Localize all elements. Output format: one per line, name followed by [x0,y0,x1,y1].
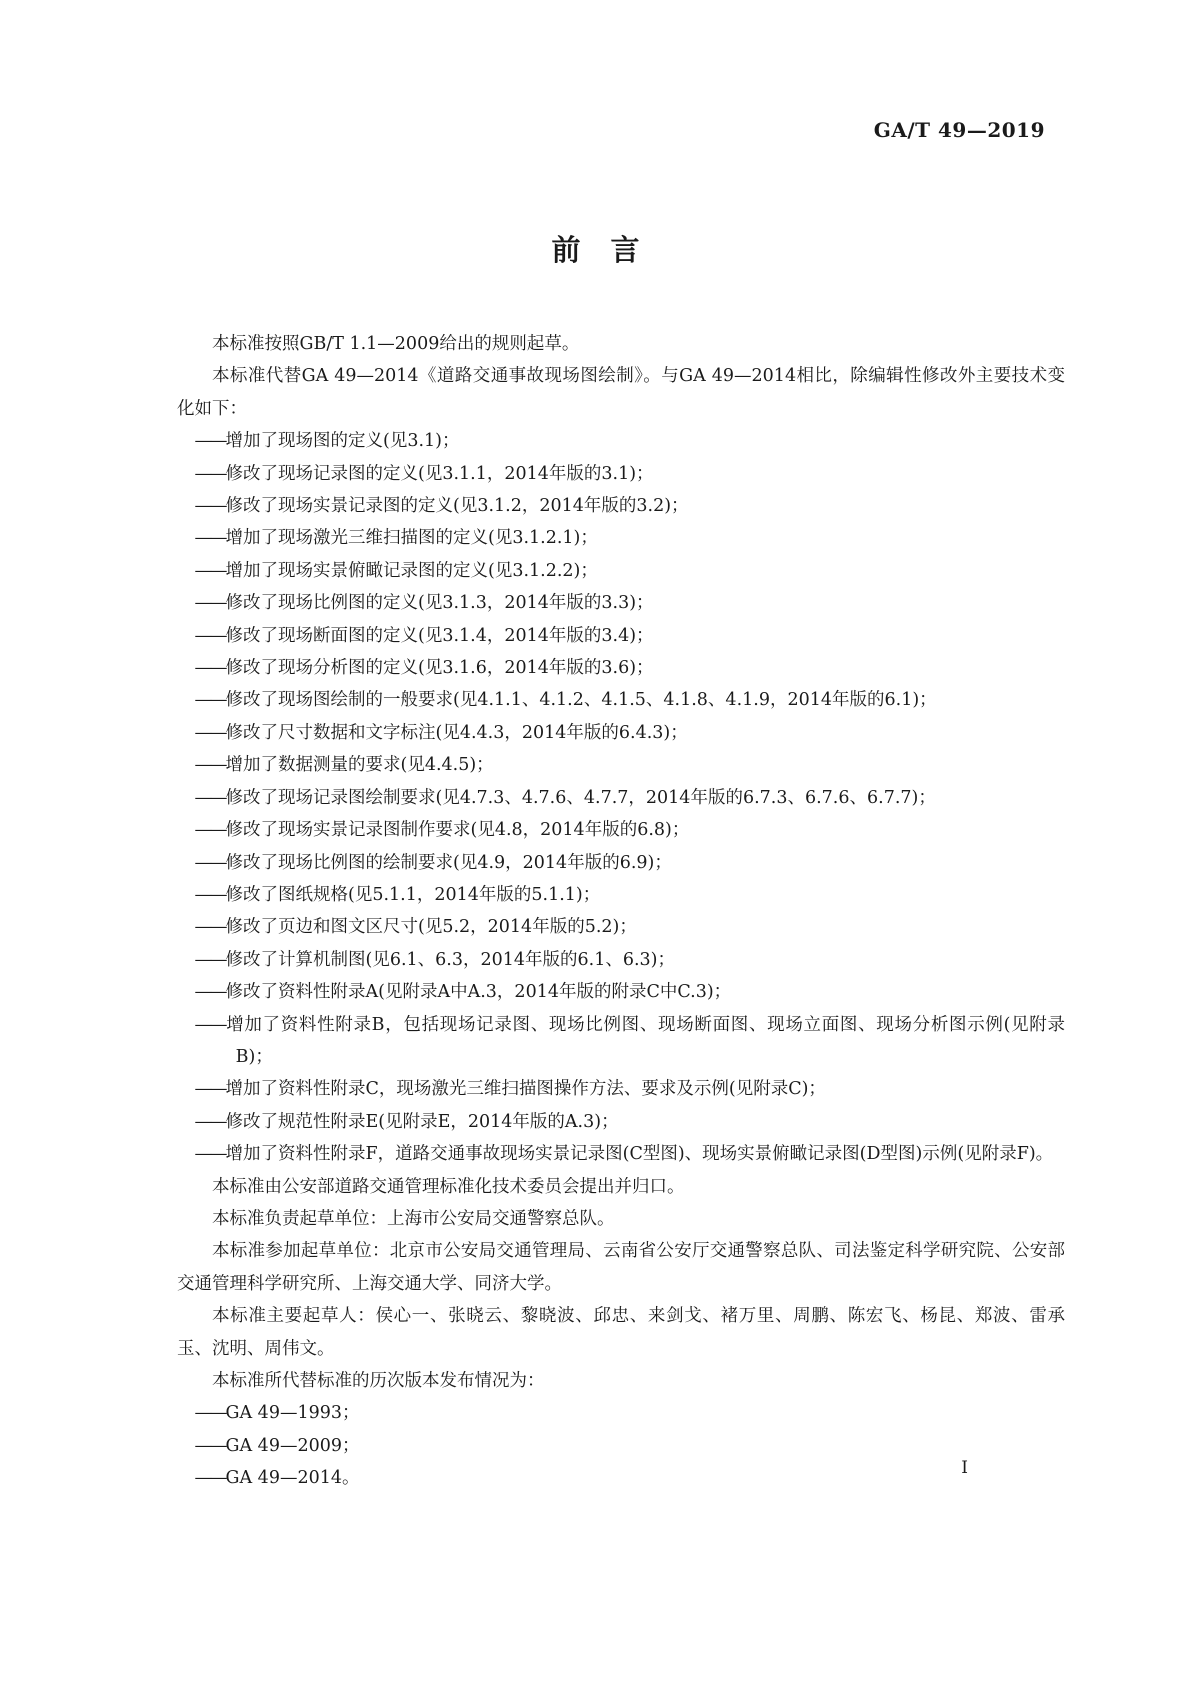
change-text: 修改了资料性附录A(见附录A中A.3，2014年版的附录C中C.3)； [225,982,732,1003]
dash-mark: —— [194,658,226,679]
page-title: 前言 [551,233,670,267]
change-item [177,1009,1065,1074]
dash-mark: —— [194,1435,226,1456]
change-text: 增加了现场图的定义(见3.1)； [225,431,460,452]
dash-mark: —— [194,431,226,452]
change-item [177,749,1065,781]
change-text: 增加了资料性附录C，现场激光三维扫描图操作方法、要求及示例(见附录C)； [225,1079,826,1100]
dash-mark: —— [194,528,226,549]
change-item [177,879,1065,911]
change-item [177,976,1065,1008]
change-item [177,814,1065,846]
body-paragraph: 本标准所代替标准的历次版本发布情况为： [212,1371,545,1391]
dash-mark: —— [194,560,226,581]
dash-mark: —— [194,1111,226,1132]
history-text: GA 49—2014。 [225,1468,360,1489]
dash-mark: —— [194,463,226,484]
body-paragraph: 本标准参加起草单位：北京市公安局交通管理局、云南省公安厅交通警察总队、司法鉴定科学研究院、公安部交通管理科学研究所、上海交通大学、同济大学。 [177,1241,1065,1294]
change-text: 修改了图纸规格(见5.1.1，2014年版的5.1.1)； [225,884,601,905]
change-item [177,717,1065,749]
change-text: 修改了页边和图文区尺寸(见5.2，2014年版的5.2)； [225,917,637,938]
dash-mark: —— [194,593,226,614]
dash-mark: —— [194,884,226,905]
dash-mark: —— [194,982,226,1003]
dash-mark: —— [194,625,226,646]
history-item [177,1462,1065,1494]
change-item [177,911,1065,943]
dash-mark: —— [194,949,226,970]
change-item [177,425,1065,457]
dash-mark: —— [194,1079,226,1100]
change-item [177,458,1065,490]
change-item [177,652,1065,684]
dash-mark: —— [194,690,226,711]
change-text: 修改了现场记录图的定义(见3.1.1，2014年版的3.1)； [225,463,654,484]
change-text: 增加了现场实景俯瞰记录图的定义(见3.1.2.2)； [225,560,598,581]
change-text: 修改了规范性附录E(见附录E，2014年版的A.3)； [225,1111,619,1132]
body-paragraph: 本标准负责起草单位：上海市公安局交通警察总队。 [212,1208,615,1229]
change-text: 修改了现场实景记录图的定义(见3.1.2，2014年版的3.2)； [225,496,689,517]
change-text: 修改了现场比例图的绘制要求(见4.9，2014年版的6.9)； [225,852,672,873]
change-text: 修改了现场实景记录图制作要求(见4.8，2014年版的6.8)； [225,820,690,841]
document-body [177,328,1065,1495]
body-paragraph: 本标准主要起草人：侯心一、张晓云、黎晓波、邱忠、来剑戈、褚万里、周鹏、陈宏飞、杨昆、郑波、雷承玉、沈明、周伟文。 [177,1306,1065,1359]
standard-code: GA/T 49—2019 [873,118,1045,142]
change-text: 增加了资料性附录B，包括现场记录图、现场比例图、现场断面图、现场立面图、现场分析图示例(见附录B)； [225,1014,1065,1067]
change-text: 修改了现场分析图的定义(见3.1.6，2014年版的3.6)； [225,658,654,679]
dash-mark: —— [194,917,226,938]
change-item [177,847,1065,879]
change-item [177,1106,1065,1138]
change-item [177,944,1065,976]
dash-mark: —— [194,1468,226,1489]
page-number: I [961,1458,968,1478]
change-text: 修改了计算机制图(见6.1、6.3，2014年版的6.1、6.3)； [225,949,676,970]
change-item [177,1073,1065,1105]
dash-mark: —— [194,787,226,808]
intro-paragraph: 本标准代替GA 49—2014《道路交通事故现场图绘制》。与GA 49—2014相比，除编辑性修改外主要技术变化如下： [177,366,1065,419]
history-list [177,1397,1065,1494]
dash-mark: —— [194,496,226,517]
history-text: GA 49—2009； [225,1435,360,1456]
change-text: 修改了现场比例图的定义(见3.1.3，2014年版的3.3)； [225,593,654,614]
change-item [177,782,1065,814]
changes-list [177,425,1065,1170]
intro-paragraph: 本标准按照GB/T 1.1—2009给出的规则起草。 [212,334,580,354]
dash-mark: —— [194,755,226,776]
change-text: 修改了现场图绘制的一般要求(见4.1.1、4.1.2、4.1.5、4.1.8、4.1.9，2014年版的6.1)； [225,690,937,711]
dash-mark: —— [194,1014,226,1035]
dash-mark: —— [194,820,226,841]
history-text: GA 49—1993； [225,1403,360,1424]
change-text: 增加了资料性附录F，道路交通事故现场实景记录图(C型图)、现场实景俯瞰记录图(D型图)示例(见附录F)。 [225,1144,1054,1165]
dash-mark: —— [194,852,226,873]
change-text: 修改了尺寸数据和文字标注(见4.4.3，2014年版的6.4.3)； [225,722,688,743]
change-item [177,1138,1065,1170]
change-text: 增加了现场激光三维扫描图的定义(见3.1.2.1)； [225,528,598,549]
change-item [177,587,1065,619]
change-text: 增加了数据测量的要求(见4.4.5)； [225,755,494,776]
history-item [177,1397,1065,1429]
change-text: 修改了现场记录图绘制要求(见4.7.3、4.7.6、4.7.7，2014年版的6.7.3、6.7.6、6.7.7)； [225,787,936,808]
change-item [177,490,1065,522]
change-text: 修改了现场断面图的定义(见3.1.4，2014年版的3.4)； [225,625,654,646]
body-paragraph: 本标准由公安部道路交通管理标准化技术委员会提出并归口。 [212,1176,685,1197]
change-item [177,522,1065,554]
history-item [177,1430,1065,1462]
dash-mark: —— [194,1144,226,1165]
dash-mark: —— [194,722,226,743]
change-item [177,555,1065,587]
change-item [177,684,1065,716]
change-item [177,620,1065,652]
dash-mark: —— [194,1403,226,1424]
